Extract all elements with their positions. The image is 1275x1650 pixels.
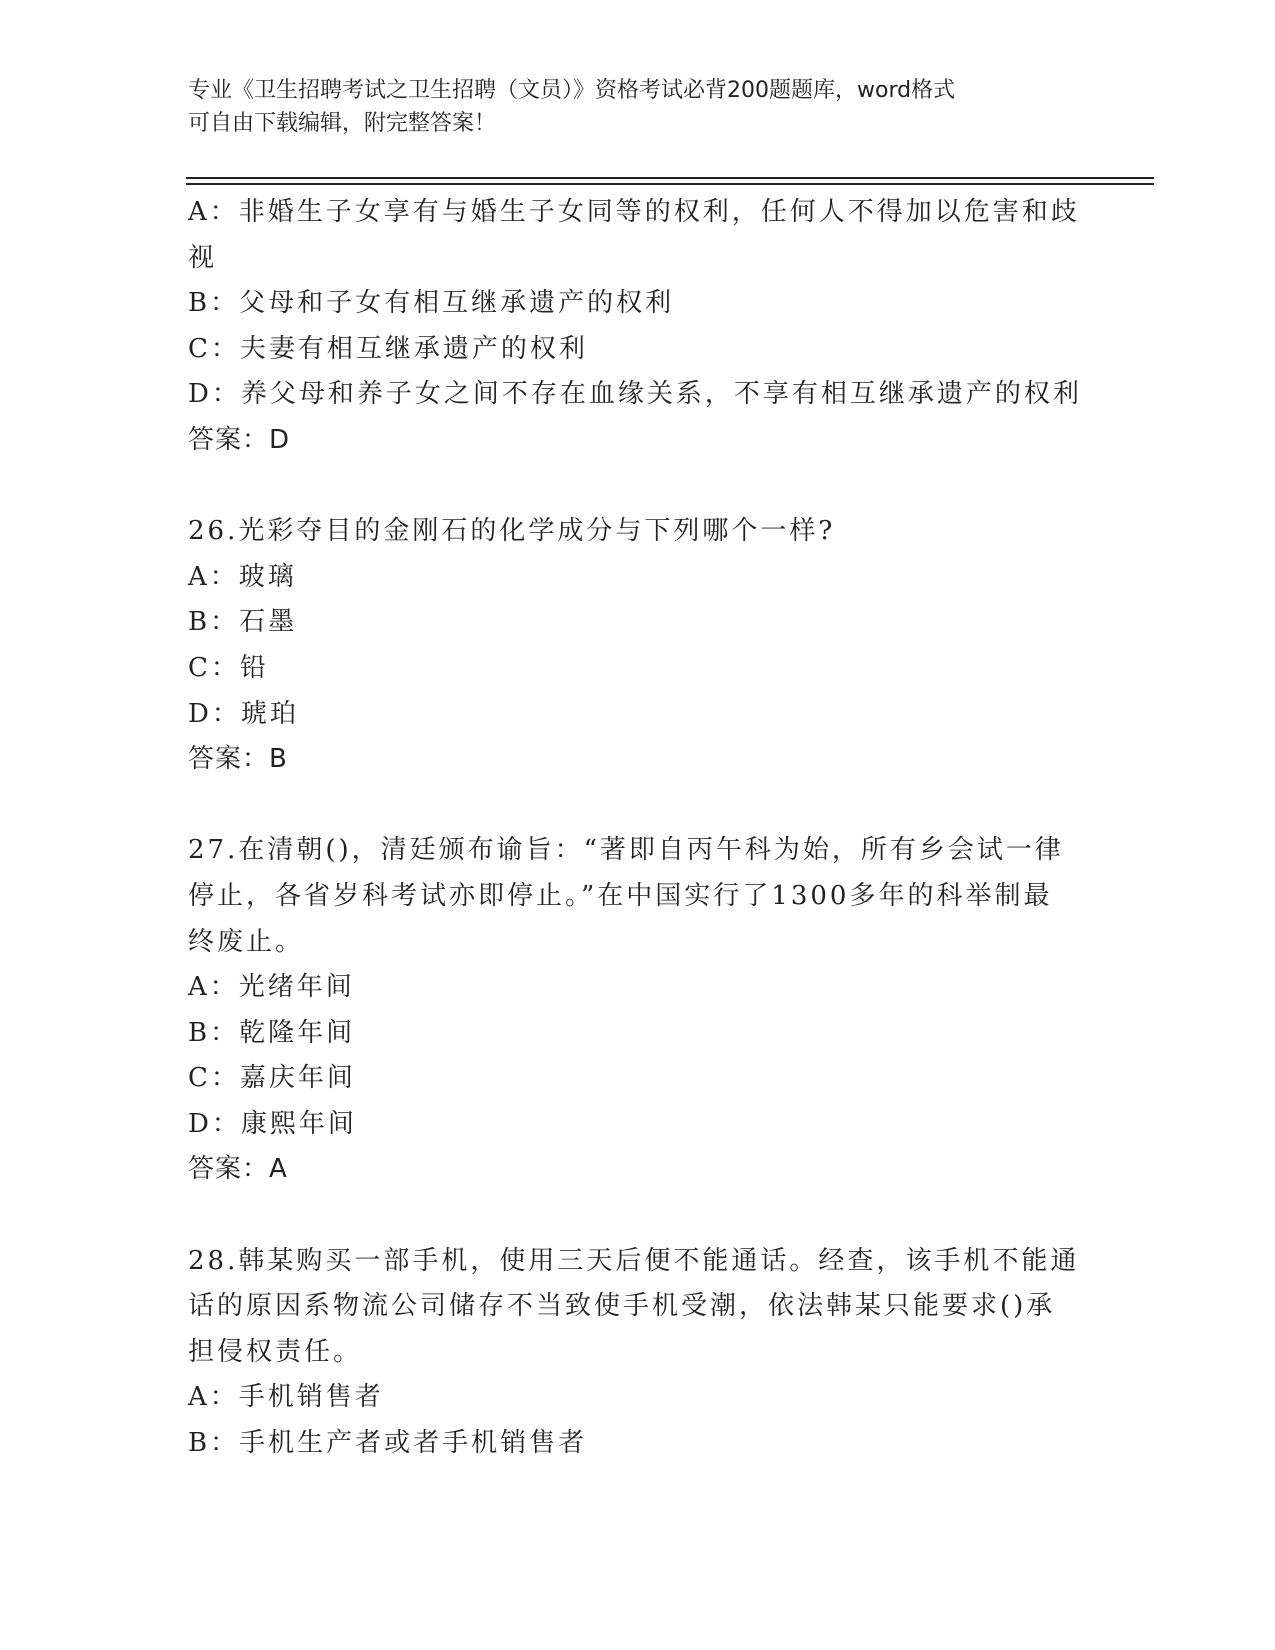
- question-28-block: [188, 1239, 1080, 1467]
- question-stem: 26.光彩夺目的金刚石的化学成分与下列哪个一样?: [188, 516, 836, 547]
- option-a: A：玻璃: [188, 561, 297, 592]
- question-list: [188, 190, 1082, 1467]
- question-stem: 27.在清朝()，清廷颁布谕旨：“著即自丙午科为始，所有乡会试一律: [188, 835, 1064, 866]
- header-line-1: 专业《卫生招聘考试之卫生招聘（文员）》资格考试必背200题题库，word格式: [188, 78, 956, 103]
- option-b: B：手机生产者或者手机销售者: [188, 1428, 588, 1459]
- question-25-block: [188, 190, 1082, 464]
- option-c: C：嘉庆年间: [188, 1063, 356, 1094]
- header-divider-top: [186, 177, 1154, 179]
- header-divider-bottom: [186, 183, 1154, 185]
- spacer: [188, 783, 1068, 829]
- header-line-2: 可自由下载编辑，附完整答案！: [188, 111, 497, 136]
- question-stem: 28.韩某购买一部手机，使用三天后便不能通话。经查，该手机不能通: [188, 1245, 1080, 1276]
- option-d: D：琥珀: [188, 698, 299, 729]
- question-26-block: [188, 509, 1068, 783]
- question-27-block: [188, 828, 1068, 1193]
- answer-line: 答案：D: [188, 424, 291, 455]
- option-b: B：石墨: [188, 607, 298, 638]
- question-stem-continued: 终废止。: [188, 926, 305, 957]
- question-stem-continued: 停止，各省岁科考试亦即停止。”在中国实行了1300多年的科举制最: [188, 880, 1053, 911]
- option-c: C：铅: [188, 652, 269, 683]
- option-b: B：乾隆年间: [188, 1017, 356, 1048]
- option-c: C：夫妻有相互继承遗产的权利: [188, 333, 588, 364]
- option-a: A：光绪年间: [188, 972, 355, 1003]
- spacer: [188, 1193, 1068, 1239]
- option-a: A：手机销售者: [188, 1382, 384, 1413]
- option-a-continued: 视: [188, 242, 218, 273]
- answer-line: 答案：B: [188, 744, 288, 775]
- question-stem-continued: 话的原因系物流公司储存不当致使手机受潮，依法韩某只能要求()承: [188, 1291, 1056, 1322]
- option-d: D：养父母和养子女之间不存在血缘关系，不享有相互继承遗产的权利: [188, 379, 1082, 410]
- option-a: A：非婚生子女享有与婚生子女同等的权利，任何人不得加以危害和歧: [188, 197, 1080, 227]
- option-d: D：康熙年间: [188, 1108, 357, 1139]
- spacer: [188, 464, 1068, 510]
- question-stem-continued: 担侵权责任。: [188, 1336, 363, 1367]
- document-header: [188, 74, 1068, 140]
- answer-line: 答案：A: [188, 1154, 288, 1185]
- option-b: B：父母和子女有相互继承遗产的权利: [188, 288, 675, 319]
